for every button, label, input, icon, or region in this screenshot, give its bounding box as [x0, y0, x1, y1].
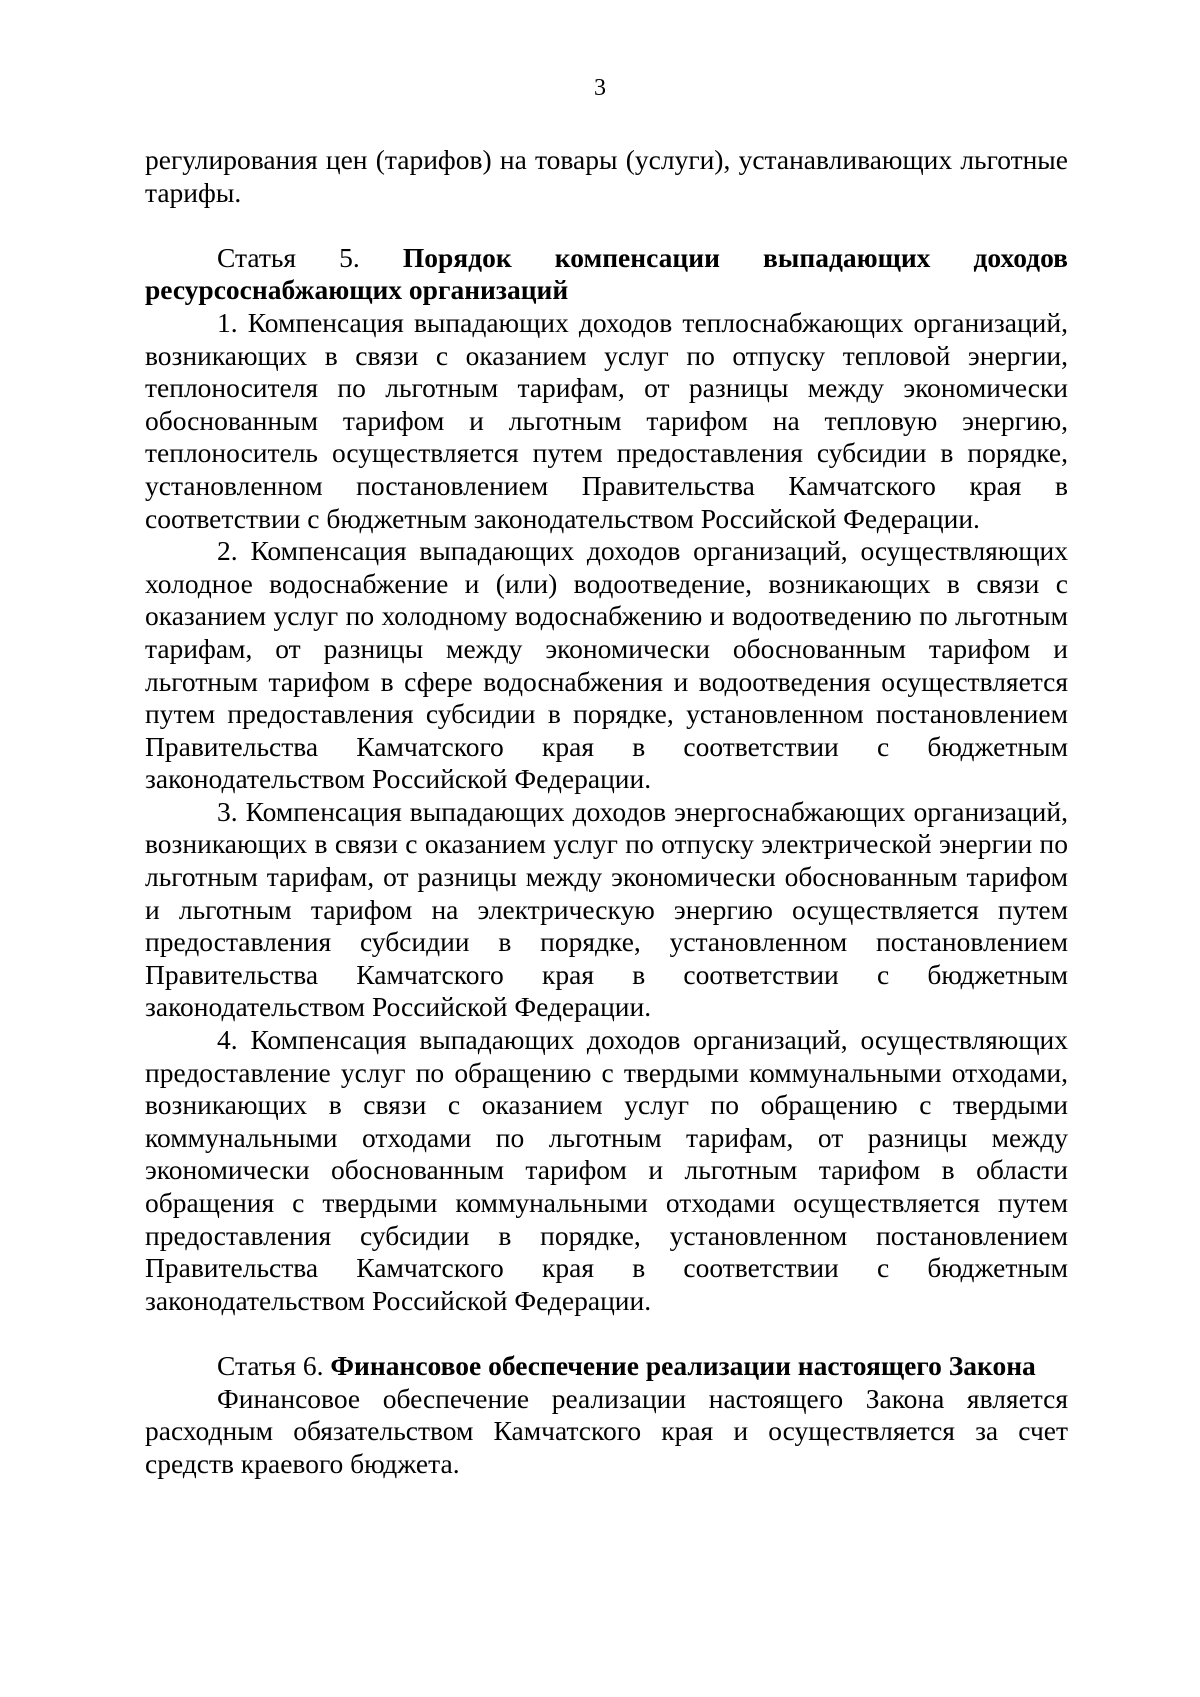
- article-6-body: Финансовое обеспечение реализации настоящего Закона является расходным обязательством Камчатского края и осуществляется за счет средств краевого бюджета.: [145, 1382, 1068, 1479]
- article-6-label: Статья 6.: [217, 1349, 324, 1381]
- article-6-heading: [145, 1350, 1068, 1383]
- spacer: [145, 209, 1068, 242]
- page-number: 3: [594, 75, 606, 101]
- article-5-heading: [145, 242, 1068, 307]
- article-5-title: Порядок компенсации выпадающих доходов ресурсоснабжающих организаций: [145, 241, 1068, 306]
- article-5-label: Статья 5.: [217, 241, 360, 273]
- spacer: [145, 1317, 1068, 1350]
- article-5-item-1: 1. Компенсация выпадающих доходов теплоснабжающих организаций, возникающих в связи с оказанием услуг по отпуску тепловой энергии, теплоносителя по льготным тарифам, от разницы между экономически обоснованным тарифом и льготным тарифом на тепловую энергию, теплоноситель осуществляется путем предоставления субсидии в порядке, установленном постановлением Правительства Камчатского края в соответствии с бюджетным законодательством Российской Федерации.: [145, 306, 1068, 534]
- article-6-title: Финансовое обеспечение реализации настоящего Закона: [330, 1349, 1036, 1381]
- article-5-item-3: 3. Компенсация выпадающих доходов энергоснабжающих организаций, возникающих в связи с оказанием услуг по отпуску электрической энергии по льготным тарифам, от разницы между экономически обоснованным тарифом и льготным тарифом на электрическую энергию осуществляется путем предоставления субсидии в порядке, установленном постановлением Правительства Камчатского края в соответствии с бюджетным законодательством Российской Федерации.: [145, 795, 1068, 1023]
- continuation-paragraph: регулирования цен (тарифов) на товары (услуги), устанавливающих льготные тарифы.: [145, 144, 1068, 208]
- article-5-item-4: 4. Компенсация выпадающих доходов организаций, осуществляющих предоставление услуг по обращению с твердыми коммунальными отходами, возникающих в связи с оказанием услуг по обращению с твердыми коммунальными отходами по льготным тарифам, от разницы между экономически обоснованным тарифом и льготным тарифом в области обращения с твердыми коммунальными отходами осуществляется путем предоставления субсидии в порядке, установленном постановлением Правительства Камчатского края в соответствии с бюджетным законодательством Российской Федерации.: [145, 1024, 1068, 1316]
- article-5-item-2: 2. Компенсация выпадающих доходов организаций, осуществляющих холодное водоснабжение и (или) водоотведение, возникающих в связи с оказанием услуг по холодному водоснабжению и водоотведению по льготным тарифам, от разницы между экономически обоснованным тарифом и льготным тарифом в сфере водоснабжения и водоотведения осуществляется путем предоставления субсидии в порядке, установленном постановлением Правительства Камчатского края в соответствии с бюджетным законодательством Российской Федерации.: [145, 535, 1068, 795]
- document-body: [145, 144, 1068, 1480]
